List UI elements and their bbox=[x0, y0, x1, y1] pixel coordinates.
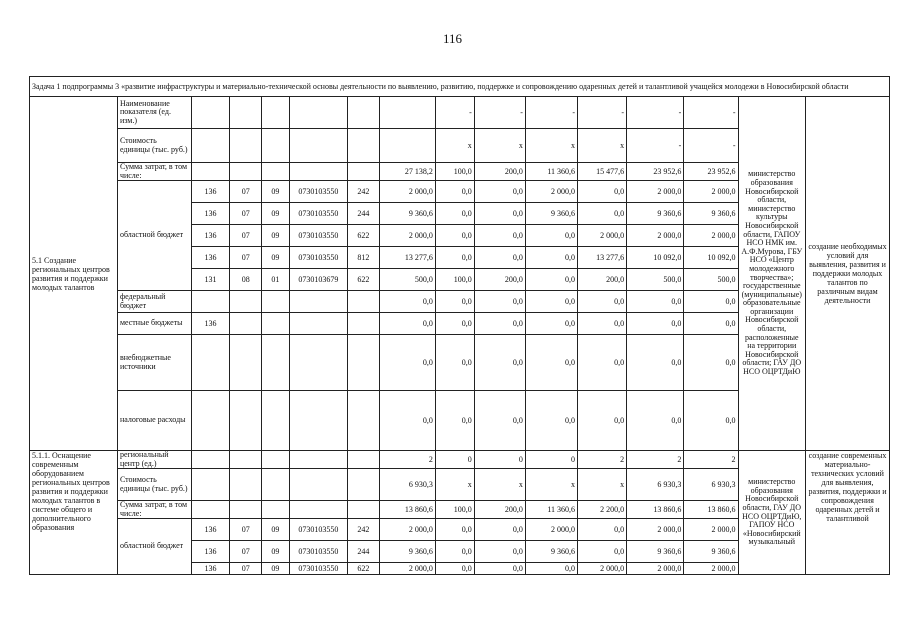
value-cell: 13 860,6 bbox=[379, 501, 435, 519]
value-cell: 100,0 bbox=[435, 163, 474, 181]
value-cell: 0,0 bbox=[435, 335, 474, 391]
row-label: Стоимость единицы (тыс. руб.) bbox=[117, 129, 191, 163]
pr-cell: 09 bbox=[262, 225, 290, 247]
value-cell: - bbox=[684, 97, 738, 129]
executors-cell: министерство образования Новосибирской области, министерство культуры Новосибирской области, ГАПОУ НСО НМК им. А.Ф.Мурова, ГБУ НСО «Центр молодежного творчества»; государственные (муниципальные) образовательные организации Новосибирской области, расположенные на территории Новосибирской области; ГАУ ДО НСО ОЦРТДиЮ bbox=[738, 97, 805, 451]
value-cell: 9 360,6 bbox=[627, 541, 684, 563]
vr-cell: 622 bbox=[347, 563, 379, 575]
value-cell: 2 000,0 bbox=[379, 225, 435, 247]
value-cell: 11 360,6 bbox=[525, 501, 577, 519]
table-row bbox=[30, 451, 890, 469]
grbs-cell bbox=[191, 501, 230, 519]
rzpr-cell bbox=[230, 501, 262, 519]
value-cell: 0,0 bbox=[474, 181, 525, 203]
value-cell: 11 360,6 bbox=[525, 163, 577, 181]
value-cell: 0,0 bbox=[474, 291, 525, 313]
pr-cell: 09 bbox=[262, 563, 290, 575]
pr-cell bbox=[262, 129, 290, 163]
csr-cell bbox=[289, 469, 347, 501]
grbs-cell bbox=[191, 129, 230, 163]
value-cell: 100,0 bbox=[435, 501, 474, 519]
value-cell: 200,0 bbox=[474, 269, 525, 291]
task-header-row bbox=[30, 77, 890, 97]
value-cell: х bbox=[578, 469, 627, 501]
pr-cell: 01 bbox=[262, 269, 290, 291]
vr-cell bbox=[347, 163, 379, 181]
value-cell: х bbox=[578, 129, 627, 163]
grbs-cell bbox=[191, 97, 230, 129]
value-cell: 200,0 bbox=[474, 163, 525, 181]
rzpr-cell bbox=[230, 163, 262, 181]
value-cell: х bbox=[474, 469, 525, 501]
row-label: местные бюджеты bbox=[117, 313, 191, 335]
grbs-cell bbox=[191, 335, 230, 391]
rzpr-cell: 07 bbox=[230, 203, 262, 225]
row-label: Наименование показателя (ед. изм.) bbox=[117, 97, 191, 129]
value-cell: 9 360,6 bbox=[379, 541, 435, 563]
value-cell: 2 000,0 bbox=[684, 563, 738, 575]
value-cell: 2 000,0 bbox=[684, 225, 738, 247]
value-cell: 2 000,0 bbox=[379, 181, 435, 203]
value-cell: 0,0 bbox=[525, 225, 577, 247]
value-cell: 0,0 bbox=[474, 519, 525, 541]
value-cell: 2 000,0 bbox=[525, 519, 577, 541]
value-cell: - bbox=[627, 97, 684, 129]
pr-cell bbox=[262, 391, 290, 451]
value-cell: 200,0 bbox=[578, 269, 627, 291]
csr-cell bbox=[289, 335, 347, 391]
csr-cell bbox=[289, 291, 347, 313]
row-label: Сумма затрат, в том числе: bbox=[117, 163, 191, 181]
program-table bbox=[29, 76, 890, 575]
grbs-cell: 136 bbox=[191, 181, 230, 203]
value-cell: 2 bbox=[627, 451, 684, 469]
csr-cell: 0730103550 bbox=[289, 181, 347, 203]
row-label: федеральный бюджет bbox=[117, 291, 191, 313]
value-cell: 9 360,6 bbox=[525, 203, 577, 225]
value-cell: 10 092,0 bbox=[684, 247, 738, 269]
value-cell: 0,0 bbox=[525, 335, 577, 391]
vr-cell: 622 bbox=[347, 269, 379, 291]
grbs-cell: 136 bbox=[191, 203, 230, 225]
value-cell: 15 477,6 bbox=[578, 163, 627, 181]
value-cell: 0,0 bbox=[578, 519, 627, 541]
grbs-cell: 136 bbox=[191, 247, 230, 269]
pr-cell bbox=[262, 313, 290, 335]
value-cell: 2 000,0 bbox=[525, 181, 577, 203]
value-cell: 0,0 bbox=[525, 313, 577, 335]
value-cell: 200,0 bbox=[474, 501, 525, 519]
value-cell: 2 200,0 bbox=[578, 501, 627, 519]
rzpr-cell: 07 bbox=[230, 181, 262, 203]
value-cell: 0,0 bbox=[435, 563, 474, 575]
value-cell: 0,0 bbox=[627, 291, 684, 313]
value-cell: 0,0 bbox=[525, 247, 577, 269]
vr-cell: 242 bbox=[347, 519, 379, 541]
rzpr-cell bbox=[230, 391, 262, 451]
pr-cell: 09 bbox=[262, 247, 290, 269]
value-cell: 0,0 bbox=[435, 291, 474, 313]
value-cell: 2 000,0 bbox=[627, 519, 684, 541]
value-cell bbox=[379, 97, 435, 129]
value-cell: 0,0 bbox=[578, 203, 627, 225]
row-label: региональный центр (ед.) bbox=[117, 451, 191, 469]
csr-cell: 0730103550 bbox=[289, 203, 347, 225]
value-cell: 0,0 bbox=[435, 541, 474, 563]
pr-cell: 09 bbox=[262, 519, 290, 541]
value-cell: - bbox=[435, 97, 474, 129]
rzpr-cell: 07 bbox=[230, 541, 262, 563]
grbs-cell bbox=[191, 469, 230, 501]
value-cell: 9 360,6 bbox=[379, 203, 435, 225]
value-cell: 0,0 bbox=[684, 391, 738, 451]
value-cell: 0,0 bbox=[435, 247, 474, 269]
executors-cell: министерство образования Новосибирской области, ГАУ ДО НСО ОЦРТДиЮ, ГАПОУ НСО «Новосибирский музыкальный bbox=[738, 451, 805, 575]
value-cell: 0 bbox=[435, 451, 474, 469]
value-cell: 2 000,0 bbox=[627, 225, 684, 247]
value-cell: 0,0 bbox=[474, 247, 525, 269]
value-cell: 13 277,6 bbox=[379, 247, 435, 269]
row-label: налоговые расходы bbox=[117, 391, 191, 451]
value-cell: 0,0 bbox=[474, 391, 525, 451]
value-cell: 0,0 bbox=[379, 313, 435, 335]
vr-cell bbox=[347, 97, 379, 129]
value-cell: 0,0 bbox=[435, 313, 474, 335]
value-cell: 0,0 bbox=[578, 181, 627, 203]
value-cell: 0,0 bbox=[474, 313, 525, 335]
csr-cell bbox=[289, 501, 347, 519]
grbs-cell bbox=[191, 451, 230, 469]
csr-cell: 0730103550 bbox=[289, 247, 347, 269]
csr-cell: 0730103679 bbox=[289, 269, 347, 291]
value-cell: 0,0 bbox=[379, 335, 435, 391]
vr-cell: 812 bbox=[347, 247, 379, 269]
value-cell: 0,0 bbox=[474, 335, 525, 391]
pr-cell: 09 bbox=[262, 203, 290, 225]
value-cell: 9 360,6 bbox=[684, 203, 738, 225]
value-cell: 0,0 bbox=[578, 541, 627, 563]
value-cell: 0,0 bbox=[627, 391, 684, 451]
value-cell: 0,0 bbox=[379, 391, 435, 451]
pr-cell bbox=[262, 163, 290, 181]
value-cell: 0,0 bbox=[474, 203, 525, 225]
value-cell: 0,0 bbox=[474, 541, 525, 563]
csr-cell: 0730103550 bbox=[289, 519, 347, 541]
rzpr-cell: 07 bbox=[230, 225, 262, 247]
value-cell: 6 930,3 bbox=[379, 469, 435, 501]
value-cell: 2 bbox=[578, 451, 627, 469]
row-label: областной бюджет bbox=[117, 519, 191, 575]
value-cell: 0,0 bbox=[435, 391, 474, 451]
row-label: Стоимость единицы (тыс. руб.) bbox=[117, 469, 191, 501]
vr-cell bbox=[347, 129, 379, 163]
rzpr-cell bbox=[230, 291, 262, 313]
value-cell: 13 277,6 bbox=[578, 247, 627, 269]
value-cell: 2 bbox=[379, 451, 435, 469]
value-cell: 0,0 bbox=[578, 335, 627, 391]
value-cell: 2 000,0 bbox=[379, 563, 435, 575]
value-cell: - bbox=[578, 97, 627, 129]
value-cell: 500,0 bbox=[684, 269, 738, 291]
row-label: Сумма затрат, в том числе: bbox=[117, 501, 191, 519]
value-cell bbox=[379, 129, 435, 163]
rzpr-cell bbox=[230, 97, 262, 129]
value-cell: 0,0 bbox=[578, 313, 627, 335]
grbs-cell: 136 bbox=[191, 313, 230, 335]
value-cell: - bbox=[474, 97, 525, 129]
value-cell: 2 000,0 bbox=[627, 563, 684, 575]
grbs-cell bbox=[191, 391, 230, 451]
value-cell: 0,0 bbox=[435, 181, 474, 203]
pr-cell bbox=[262, 451, 290, 469]
vr-cell bbox=[347, 313, 379, 335]
grbs-cell: 131 bbox=[191, 269, 230, 291]
value-cell: 0,0 bbox=[525, 563, 577, 575]
value-cell: 0,0 bbox=[525, 269, 577, 291]
value-cell: х bbox=[474, 129, 525, 163]
value-cell: 0,0 bbox=[474, 563, 525, 575]
value-cell: 13 860,6 bbox=[684, 501, 738, 519]
value-cell: 2 000,0 bbox=[627, 181, 684, 203]
vr-cell bbox=[347, 451, 379, 469]
value-cell: 2 bbox=[684, 451, 738, 469]
pr-cell bbox=[262, 335, 290, 391]
value-cell: 9 360,6 bbox=[627, 203, 684, 225]
csr-cell bbox=[289, 129, 347, 163]
csr-cell bbox=[289, 451, 347, 469]
value-cell: 0,0 bbox=[684, 291, 738, 313]
value-cell: х bbox=[435, 129, 474, 163]
value-cell: 0,0 bbox=[684, 335, 738, 391]
activity-name: 5.1 Создание региональных центров развития и поддержки молодых талантов bbox=[30, 97, 118, 451]
value-cell: 0,0 bbox=[684, 313, 738, 335]
csr-cell: 0730103550 bbox=[289, 541, 347, 563]
rzpr-cell: 07 bbox=[230, 519, 262, 541]
rzpr-cell: 07 bbox=[230, 563, 262, 575]
csr-cell bbox=[289, 163, 347, 181]
value-cell: 27 138,2 bbox=[379, 163, 435, 181]
value-cell: 0,0 bbox=[627, 335, 684, 391]
grbs-cell: 136 bbox=[191, 225, 230, 247]
value-cell: - bbox=[684, 129, 738, 163]
value-cell: 6 930,3 bbox=[627, 469, 684, 501]
vr-cell bbox=[347, 501, 379, 519]
grbs-cell: 136 bbox=[191, 541, 230, 563]
vr-cell: 244 bbox=[347, 203, 379, 225]
rzpr-cell bbox=[230, 313, 262, 335]
pr-cell bbox=[262, 501, 290, 519]
csr-cell: 0730103550 bbox=[289, 225, 347, 247]
vr-cell bbox=[347, 291, 379, 313]
value-cell: 2 000,0 bbox=[578, 225, 627, 247]
pr-cell: 09 bbox=[262, 181, 290, 203]
value-cell: 0,0 bbox=[627, 313, 684, 335]
value-cell: 500,0 bbox=[627, 269, 684, 291]
value-cell: 0,0 bbox=[525, 291, 577, 313]
rzpr-cell bbox=[230, 451, 262, 469]
value-cell: 0,0 bbox=[435, 203, 474, 225]
value-cell: 23 952,6 bbox=[627, 163, 684, 181]
value-cell: х bbox=[525, 469, 577, 501]
csr-cell bbox=[289, 313, 347, 335]
value-cell: 2 000,0 bbox=[684, 519, 738, 541]
value-cell: 0,0 bbox=[578, 391, 627, 451]
value-cell: х bbox=[525, 129, 577, 163]
grbs-cell bbox=[191, 291, 230, 313]
csr-cell bbox=[289, 97, 347, 129]
grbs-cell bbox=[191, 163, 230, 181]
value-cell: 0 bbox=[525, 451, 577, 469]
vr-cell: 244 bbox=[347, 541, 379, 563]
pr-cell bbox=[262, 291, 290, 313]
vr-cell bbox=[347, 391, 379, 451]
value-cell: 0,0 bbox=[474, 225, 525, 247]
value-cell: 0,0 bbox=[379, 291, 435, 313]
value-cell: 0,0 bbox=[435, 519, 474, 541]
task-header: Задача 1 подпрограммы 3 «развитие инфраструктуры и материально-технической основы деятельности по выявлению, развитию, поддержке и сопровождению одаренных детей и талантливой учащейся молодежи в Новосибирской области bbox=[30, 77, 890, 97]
value-cell: 0 bbox=[474, 451, 525, 469]
grbs-cell: 136 bbox=[191, 563, 230, 575]
rzpr-cell bbox=[230, 129, 262, 163]
value-cell: 2 000,0 bbox=[578, 563, 627, 575]
value-cell: 2 000,0 bbox=[379, 519, 435, 541]
vr-cell bbox=[347, 335, 379, 391]
csr-cell: 0730103550 bbox=[289, 563, 347, 575]
pr-cell: 09 bbox=[262, 541, 290, 563]
value-cell: 9 360,6 bbox=[684, 541, 738, 563]
vr-cell: 242 bbox=[347, 181, 379, 203]
vr-cell: 622 bbox=[347, 225, 379, 247]
page-number: 116 bbox=[442, 31, 463, 46]
value-cell: - bbox=[525, 97, 577, 129]
value-cell: - bbox=[627, 129, 684, 163]
rzpr-cell bbox=[230, 469, 262, 501]
value-cell: 500,0 bbox=[379, 269, 435, 291]
row-label: областной бюджет bbox=[117, 181, 191, 291]
value-cell: х bbox=[435, 469, 474, 501]
value-cell: 13 860,6 bbox=[627, 501, 684, 519]
value-cell: 23 952,6 bbox=[684, 163, 738, 181]
activity-name: 5.1.1. Оснащение современным оборудованием региональных центров развития и поддержки молодых талантов в системе общего и дополнительного образования bbox=[30, 451, 118, 575]
value-cell: 0,0 bbox=[525, 391, 577, 451]
pr-cell bbox=[262, 97, 290, 129]
value-cell: 100,0 bbox=[435, 269, 474, 291]
result-cell: создание современных материально-технических условий для выявления, развития, поддержки и сопровождения одаренных детей и талантливой bbox=[806, 451, 890, 575]
value-cell: 9 360,6 bbox=[525, 541, 577, 563]
value-cell: 2 000,0 bbox=[684, 181, 738, 203]
csr-cell bbox=[289, 391, 347, 451]
rzpr-cell: 08 bbox=[230, 269, 262, 291]
result-cell: создание необходимых условий для выявления, развития и поддержки молодых талантов по различным видам деятельности bbox=[806, 97, 890, 451]
vr-cell bbox=[347, 469, 379, 501]
rzpr-cell bbox=[230, 335, 262, 391]
rzpr-cell: 07 bbox=[230, 247, 262, 269]
value-cell: 0,0 bbox=[578, 291, 627, 313]
grbs-cell: 136 bbox=[191, 519, 230, 541]
value-cell: 10 092,0 bbox=[627, 247, 684, 269]
row-label: внебюджетные источники bbox=[117, 335, 191, 391]
value-cell: 6 930,3 bbox=[684, 469, 738, 501]
value-cell: 0,0 bbox=[435, 225, 474, 247]
pr-cell bbox=[262, 469, 290, 501]
table-row bbox=[30, 97, 890, 129]
